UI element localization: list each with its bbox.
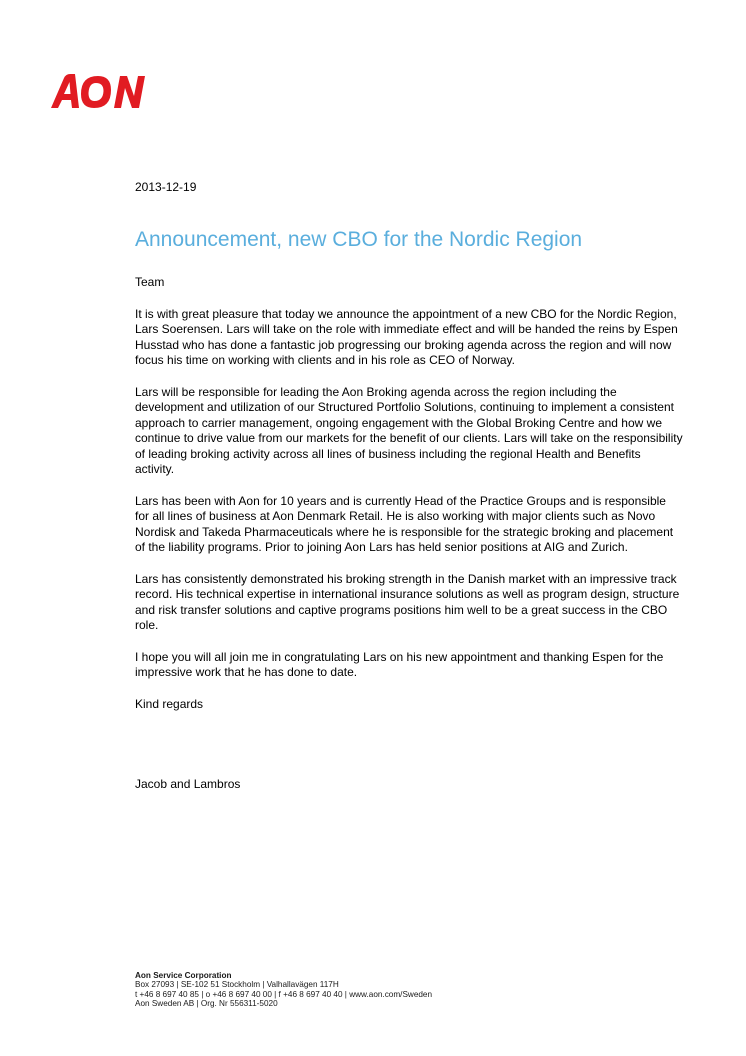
page-title: Announcement, new CBO for the Nordic Region	[135, 228, 583, 251]
footer-registration: Aon Sweden AB | Org. Nr 556311-5020	[135, 999, 278, 1009]
paragraph-background: Lars has been with Aon for 10 years and is currently Head of the Practice Groups and is responsible for all lines of business at Aon Denmark Retail. He is also working with major clients such as Novo Nordisk and Takeda Pharmaceuticals where he is responsible for the strategic broking and placement of the liability programs. Prior to joining Aon Lars has held senior positions at AIG and Zurich.	[135, 493, 674, 554]
paragraph-responsibilities: Lars will be responsible for leading the Aon Broking agenda across the region including the development and utilization of our Structured Portfolio Solutions, continuing to implement a consistent approach to carrier management, ongoing engagement with the Global Broking Centre and how we continue to drive value from our markets for the benefit of our clients. Lars will take on the responsibility of leading broking activity across all lines of business including the regional Health and Benefits activity.	[135, 384, 683, 476]
paragraph-track-record: Lars has consistently demonstrated his broking strength in the Danish market with an impressive track record. His technical expertise in international insurance solutions as well as program design, structure and risk transfer solutions and captive programs positions him well to be a great success in the CBO role.	[135, 571, 680, 632]
aon-logo	[48, 70, 148, 112]
footer-company: Aon Service Corporation	[135, 971, 232, 980]
footer	[135, 971, 432, 1009]
closing: Kind regards	[135, 696, 204, 711]
signature: Jacob and Lambros	[135, 777, 241, 791]
paragraph-congratulations: I hope you will all join me in congratulating Lars on his new appointment and thanking Espen for the impressive work that he has done to date.	[135, 649, 664, 679]
greeting: Team	[135, 275, 165, 289]
aon-logo-icon	[48, 70, 148, 112]
footer-contact: t +46 8 697 40 85 | o +46 8 697 40 00 | f +46 8 697 40 40 | www.aon.com/Sweden	[135, 989, 433, 999]
footer-address: Box 27093 | SE-102 51 Stockholm | Valhallavägen 117H	[135, 980, 339, 990]
letter-body	[135, 275, 683, 728]
paragraph-appointment: It is with great pleasure that today we announce the appointment of a new CBO for the Nordic Region, Lars Soerensen. Lars will take on the role with immediate effect and will be handed the reins by Espen Husstad who has done a fantastic job progressing our broking agenda across the region and will now focus his time on working with clients and in his role as CEO of Norway.	[135, 306, 678, 367]
letter-date: 2013-12-19	[135, 180, 197, 194]
